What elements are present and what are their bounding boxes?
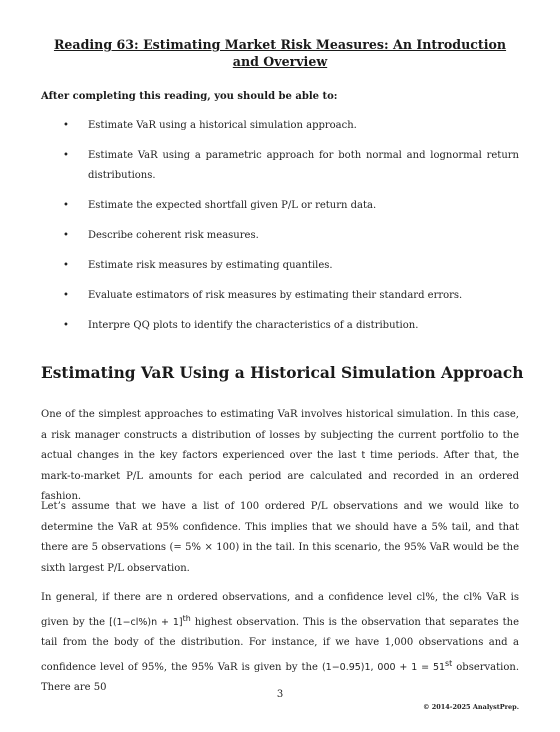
formula-superscript: st (445, 658, 453, 668)
objective-item (0, 196, 560, 216)
objective-item (0, 256, 560, 276)
paragraph-text: time periods. After that, the mark-to-market P/L amounts for each period are calculated and recorded in an ordered fashion. (41, 450, 520, 502)
paragraph-text: observation. There are 50 (41, 661, 519, 694)
math-formula (109, 613, 191, 628)
paragraph-text: One of the simplest approaches to estimating VaR involves historical simulation. In this case, a risk manager constructs a distribution of losses by subjecting the current portfolio to the actual changes in the key factors experienced over the last (41, 409, 519, 461)
copyright-notice: © 2014-2025 AnalystPrep. (422, 703, 519, 711)
bullet-icon: • (63, 120, 69, 131)
paragraph-general-formula (41, 588, 519, 699)
bullet-icon: • (63, 230, 69, 241)
objective-item (0, 286, 560, 306)
objective-text: Estimate VaR using a parametric approach for both normal and lognormal return distributions. (88, 150, 519, 181)
paragraph-example: Let’s assume that we have a list of 100 ordered P/L observations and we would like to determine the VaR at 95% confidence. This implies that we should have a 5% tail, and that there are 5 observations (= 5% × 100) in the tail. In this scenario, the 95% VaR would be the sixth largest P/L observation. (41, 501, 519, 574)
objective-item (0, 146, 560, 186)
paragraph-text: In general, if there are n ordered observations, and a confidence level cl%, the cl% VaR is given by the (41, 592, 519, 628)
bullet-icon: • (63, 320, 69, 331)
objective-text: Describe coherent risk measures. (88, 230, 259, 241)
math-variable: t (361, 450, 366, 461)
paragraph-text: highest observation. This is the observation that separates the tail from the body of the distribution. For instance, if we have 1,000 observations and a confidence level of 95%, the 95% VaR is given by the (41, 616, 519, 673)
formula-text: [(1−cl%)n + 1] (109, 616, 183, 628)
objective-text: Estimate the expected shortfall given P/L or return data. (88, 200, 377, 211)
objective-item (0, 116, 560, 136)
reading-title: Reading 63: Estimating Market Risk Measures: An Introduction and Overview (53, 37, 507, 69)
math-formula (321, 658, 453, 673)
objective-text: Estimate risk measures by estimating quantiles. (88, 260, 333, 271)
objective-item (0, 316, 560, 336)
learning-objectives-intro: After completing this reading, you should be able to: (41, 91, 338, 102)
learning-objectives-list (0, 116, 560, 346)
objective-text: Estimate VaR using a historical simulation approach. (88, 120, 357, 131)
formula-text: (1−0.95)1, 000 + 1 = 51 (321, 661, 446, 673)
objective-item (0, 226, 560, 246)
section-heading: Estimating VaR Using a Historical Simulation Approach (41, 364, 524, 382)
bullet-icon: • (63, 200, 69, 211)
objective-text: Interpre QQ plots to identify the characteristics of a distribution. (88, 320, 419, 331)
objective-text: Evaluate estimators of risk measures by estimating their standard errors. (88, 290, 463, 301)
page-number: 3 (276, 689, 284, 700)
bullet-icon: • (63, 150, 69, 161)
bullet-icon: • (63, 260, 69, 271)
formula-superscript: th (182, 613, 191, 623)
bullet-icon: • (63, 290, 69, 301)
paragraph-historical-simulation (41, 405, 519, 508)
